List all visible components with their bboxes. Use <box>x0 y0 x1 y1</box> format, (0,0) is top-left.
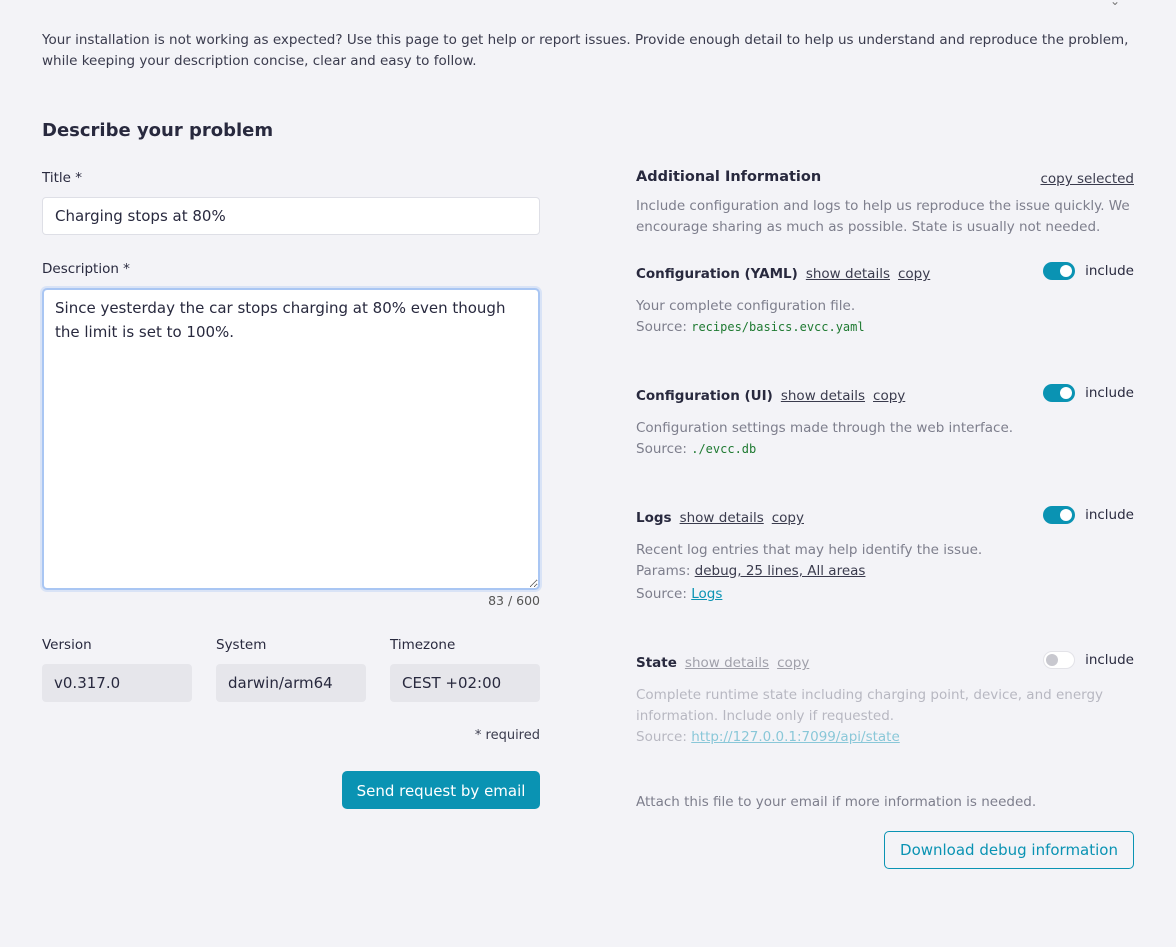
config-yaml-title: Configuration (YAML) <box>636 266 798 282</box>
config-ui-section <box>636 385 1134 468</box>
logs-source-label: Source: <box>636 586 687 602</box>
system-label: System <box>216 637 267 653</box>
system-field: darwin/arm64 <box>216 664 366 702</box>
corner-chevron: ⌄ <box>1109 0 1120 8</box>
description-textarea[interactable] <box>42 288 540 590</box>
title-label: Title * <box>42 170 82 186</box>
logs-params-link[interactable]: debug, 25 lines, All areas <box>694 563 866 579</box>
config-yaml-show-details[interactable]: show details <box>805 266 890 282</box>
state-section <box>636 652 1134 755</box>
logs-title: Logs <box>636 510 672 526</box>
logs-show-details[interactable]: show details <box>679 510 764 526</box>
state-source-link[interactable]: http://127.0.0.1:7099/api/state <box>691 729 900 745</box>
state-desc: Complete runtime state including charging point, device, and energy information. Include only if requested. <box>636 687 1104 724</box>
logs-section <box>636 507 1134 610</box>
title-input[interactable] <box>42 197 540 235</box>
config-ui-include-label: include <box>1085 385 1134 401</box>
description-label: Description * <box>42 261 130 277</box>
intro-text: Your installation is not working as expected? Use this page to get help or report issues. Provide enough detail to help us understand and reproduce the problem, while keeping your description concise, clear and easy to follow. <box>42 32 1129 69</box>
state-copy[interactable]: copy <box>777 655 810 671</box>
config-yaml-desc: Your complete configuration file. <box>636 298 856 314</box>
state-include-toggle[interactable] <box>1043 651 1075 669</box>
config-yaml-include-toggle[interactable] <box>1043 262 1075 280</box>
config-ui-copy[interactable]: copy <box>873 388 906 404</box>
state-show-details[interactable]: show details <box>684 655 770 671</box>
config-yaml-include-label: include <box>1085 263 1134 279</box>
version-field: v0.317.0 <box>42 664 192 702</box>
config-yaml-source-label: Source: <box>636 319 687 335</box>
config-ui-title: Configuration (UI) <box>636 388 773 404</box>
logs-params-label: Params: <box>636 563 691 579</box>
copy-selected-link[interactable]: copy selected <box>1040 171 1134 187</box>
logs-desc: Recent log entries that may help identify the issue. <box>636 542 983 558</box>
state-source-label: Source: <box>636 729 687 745</box>
config-yaml-section <box>636 263 1134 346</box>
config-ui-source-label: Source: <box>636 441 687 457</box>
timezone-field: CEST +02:00 <box>390 664 540 702</box>
config-ui-include-toggle[interactable] <box>1043 384 1075 402</box>
config-ui-show-details[interactable]: show details <box>780 388 866 404</box>
config-yaml-copy[interactable]: copy <box>898 266 931 282</box>
logs-include-label: include <box>1085 507 1134 523</box>
logs-copy[interactable]: copy <box>771 510 804 526</box>
config-yaml-source-path: recipes/basics.evcc.yaml <box>691 320 865 334</box>
required-note: * required <box>474 728 540 743</box>
download-debug-button[interactable]: Download debug information <box>884 831 1134 869</box>
additional-info-title: Additional Information <box>636 169 822 185</box>
version-label: Version <box>42 637 92 653</box>
config-ui-desc: Configuration settings made through the web interface. <box>636 420 1014 436</box>
section-title: Describe your problem <box>42 120 274 141</box>
send-email-button[interactable]: Send request by email <box>342 771 540 809</box>
config-ui-source-path: ./evcc.db <box>691 442 757 456</box>
logs-source-link[interactable]: Logs <box>691 586 723 602</box>
additional-info-description: Include configuration and logs to help us reproduce the issue quickly. We encourage sharing as much as possible. State is usually not needed. <box>636 198 1130 235</box>
state-include-label: include <box>1085 652 1134 668</box>
attach-note: Attach this file to your email if more information is needed. <box>636 794 1037 810</box>
char-counter: 83 / 600 <box>488 593 540 608</box>
state-title: State <box>636 655 677 671</box>
logs-include-toggle[interactable] <box>1043 506 1075 524</box>
timezone-label: Timezone <box>390 637 456 653</box>
